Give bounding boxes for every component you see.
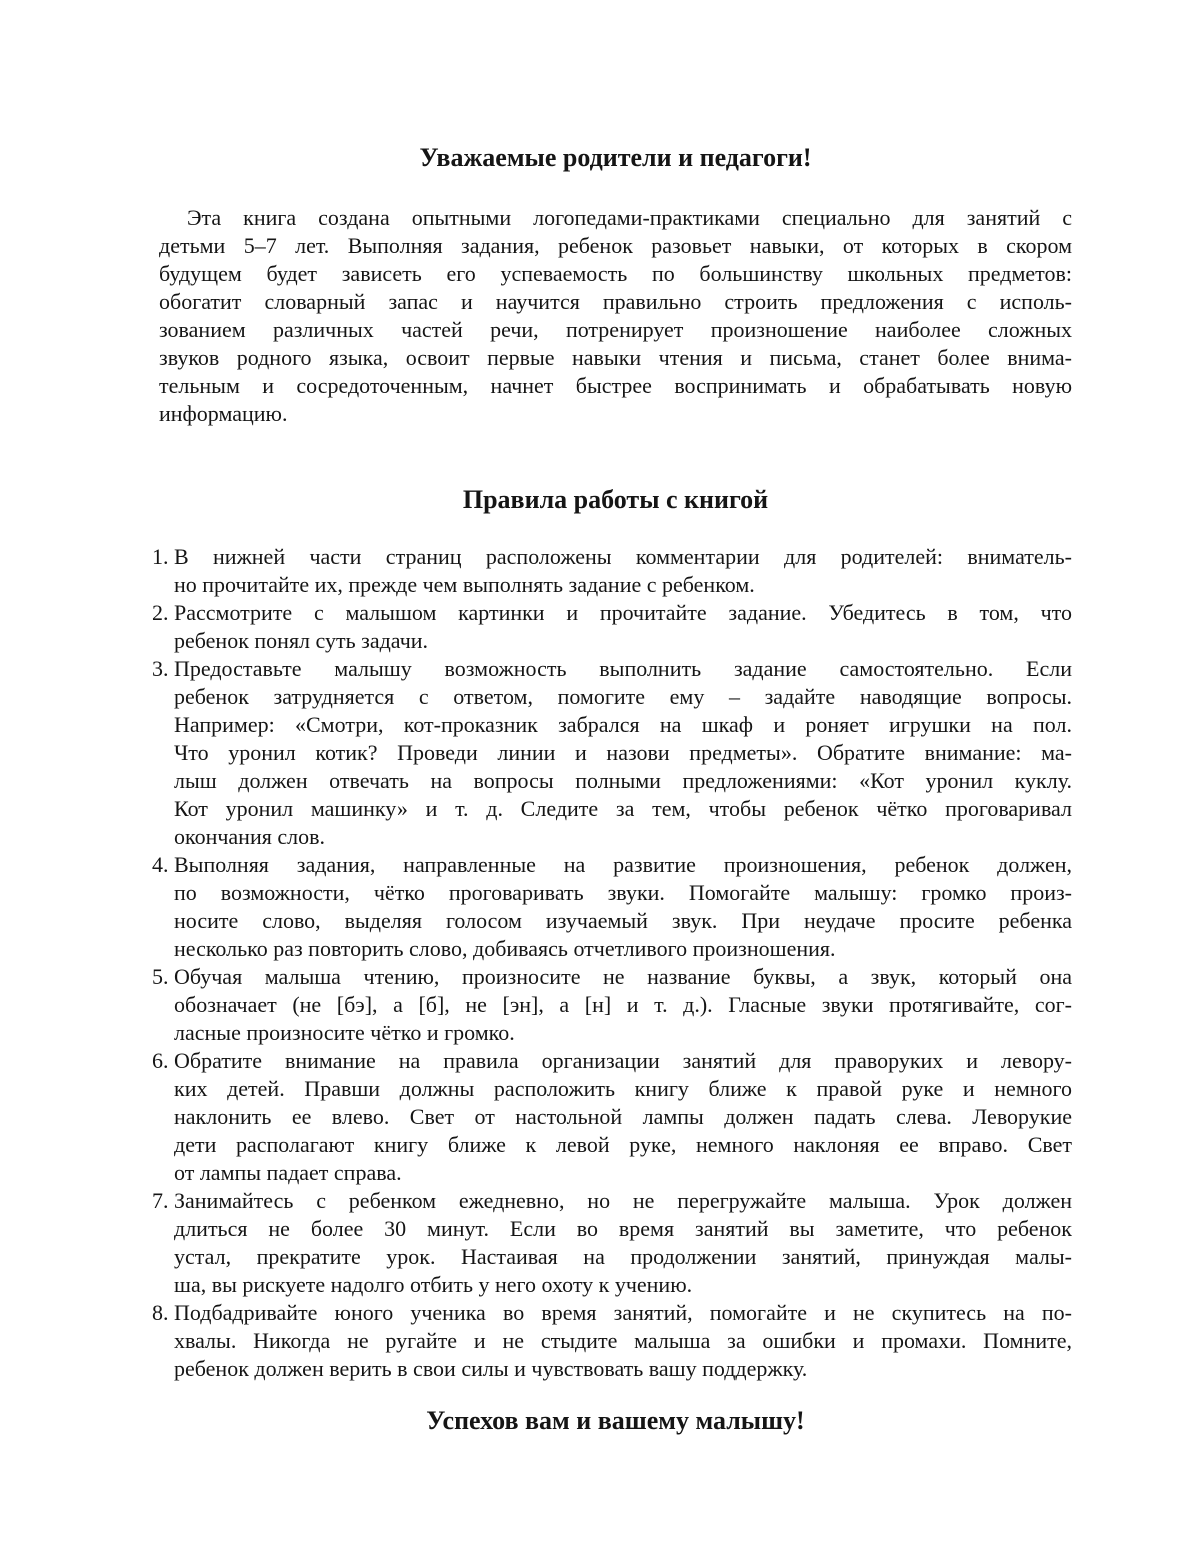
rule-line: ша, вы рискуете надолго отбить у него охоту к учению. bbox=[174, 1272, 693, 1297]
rule-line: Кот уронил машинку» и т. д. Следите за тем, чтобы ребенок чётко проговаривал bbox=[174, 796, 1072, 821]
rule-line: лыш должен отвечать на вопросы полными предложениями: «Кот уронил куклу. bbox=[174, 768, 1072, 793]
rule-line: Подбадривайте юного ученика во время занятий, помогайте и не скупитесь на по- bbox=[174, 1300, 1072, 1325]
rule-line: наклонить ее влево. Свет от настольной лампы должен падать слева. Леворукие bbox=[174, 1104, 1072, 1129]
section-heading: Правила работы с книгой bbox=[462, 485, 769, 514]
rule-line: окончания слов. bbox=[174, 824, 325, 849]
rule-line: В нижней части страниц расположены комментарии для родителей: вниматель- bbox=[174, 544, 1072, 569]
rule-number: 3. bbox=[152, 656, 169, 681]
rule-item-2 bbox=[152, 599, 1072, 655]
rule-line: ласные произносите чётко и громко. bbox=[174, 1020, 515, 1045]
rule-number: 5. bbox=[152, 964, 169, 989]
rule-line: Рассмотрите с малышом картинки и прочитайте задание. Убедитесь в том, что bbox=[174, 600, 1072, 625]
rule-item-8 bbox=[152, 1299, 1072, 1383]
rule-line: от лампы падает справа. bbox=[174, 1160, 402, 1185]
intro-line: информацию. bbox=[159, 401, 288, 426]
rules-list bbox=[152, 543, 1072, 1383]
rule-item-1 bbox=[152, 543, 1072, 599]
intro-line: тельным и сосредоточенным, начнет быстрее воспринимать и обрабатывать новую bbox=[159, 373, 1072, 398]
rule-line: ребенок должен верить в свои силы и чувствовать вашу поддержку. bbox=[174, 1356, 808, 1381]
page-content bbox=[152, 142, 1072, 1437]
intro-line: обогатит словарный запас и научится правильно строить предложения с исполь- bbox=[159, 289, 1072, 314]
rule-line: Занимайтесь с ребенком ежедневно, но не перегружайте малыша. Урок должен bbox=[174, 1188, 1072, 1213]
rule-line: носите слово, выделяя голосом изучаемый звук. При неудаче просите ребенка bbox=[174, 908, 1072, 933]
rule-line: ких детей. Правши должны расположить книгу ближе к правой руке и немного bbox=[174, 1076, 1072, 1101]
rule-line: хвалы. Никогда не ругайте и не стыдите малыша за ошибки и промахи. Помните, bbox=[174, 1328, 1072, 1353]
rule-line: Обратите внимание на правила организации занятий для праворуких и левору- bbox=[174, 1048, 1072, 1073]
closing-heading: Успехов вам и вашему малышу! bbox=[426, 1406, 805, 1435]
rule-item-5 bbox=[152, 963, 1072, 1047]
rule-number: 1. bbox=[152, 544, 169, 569]
rule-item-6 bbox=[152, 1047, 1072, 1187]
rule-line: длиться не более 30 минут. Если во время занятий вы заметите, что ребенок bbox=[174, 1216, 1072, 1241]
rule-line: несколько раз повторить слово, добиваясь отчетливого произношения. bbox=[174, 936, 836, 961]
rule-item-7 bbox=[152, 1187, 1072, 1299]
intro-line: зованием различных частей речи, потренирует произношение наиболее сложных bbox=[159, 317, 1072, 342]
rule-line: дети располагают книгу ближе к левой руке, немного наклоняя ее вправо. Свет bbox=[174, 1132, 1072, 1157]
intro-line: звуков родного языка, освоит первые навыки чтения и письма, станет более внима- bbox=[159, 345, 1072, 370]
intro-line: детьми 5–7 лет. Выполняя задания, ребенок разовьет навыки, от которых в скором bbox=[159, 233, 1072, 258]
rule-line: ребенок затрудняется с ответом, помогите ему – задайте наводящие вопросы. bbox=[174, 684, 1072, 709]
main-heading: Уважаемые родители и педагоги! bbox=[419, 143, 812, 172]
rule-number: 7. bbox=[152, 1188, 169, 1213]
rule-line: Обучая малыша чтению, произносите не название буквы, а звук, который она bbox=[174, 964, 1072, 989]
rule-number: 6. bbox=[152, 1048, 169, 1073]
rule-item-4 bbox=[152, 851, 1072, 963]
rule-number: 2. bbox=[152, 600, 169, 625]
rule-line: ребенок понял суть задачи. bbox=[174, 628, 429, 653]
rule-line: Выполняя задания, направленные на развитие произношения, ребенок должен, bbox=[174, 852, 1072, 877]
rule-line: по возможности, чётко проговаривать звуки. Помогайте малышу: громко произ- bbox=[174, 880, 1072, 905]
rule-line: Предоставьте малышу возможность выполнить задание самостоятельно. Если bbox=[174, 656, 1072, 681]
intro-paragraph bbox=[159, 204, 1072, 428]
rule-line: но прочитайте их, прежде чем выполнять задание с ребенком. bbox=[174, 572, 755, 597]
rule-line: устал, прекратите урок. Настаивая на продолжении занятий, принуждая малы- bbox=[174, 1244, 1072, 1269]
rule-line: Что уронил котик? Проведи линии и назови предметы». Обратите внимание: ма- bbox=[174, 740, 1072, 765]
rule-line: обозначает (не [бэ], а [б], не [эн], а [н] и т. д.). Гласные звуки протягивайте, сог- bbox=[174, 992, 1072, 1017]
rule-line: Например: «Смотри, кот-проказник забрался на шкаф и роняет игрушки на пол. bbox=[174, 712, 1072, 737]
intro-line: будущем будет зависеть его успеваемость по большинству школьных предметов: bbox=[159, 261, 1072, 286]
rule-number: 8. bbox=[152, 1300, 169, 1325]
intro-line: Эта книга создана опытными логопедами-практиками специально для занятий с bbox=[187, 205, 1072, 230]
rule-number: 4. bbox=[152, 852, 169, 877]
rule-item-3 bbox=[152, 655, 1072, 851]
